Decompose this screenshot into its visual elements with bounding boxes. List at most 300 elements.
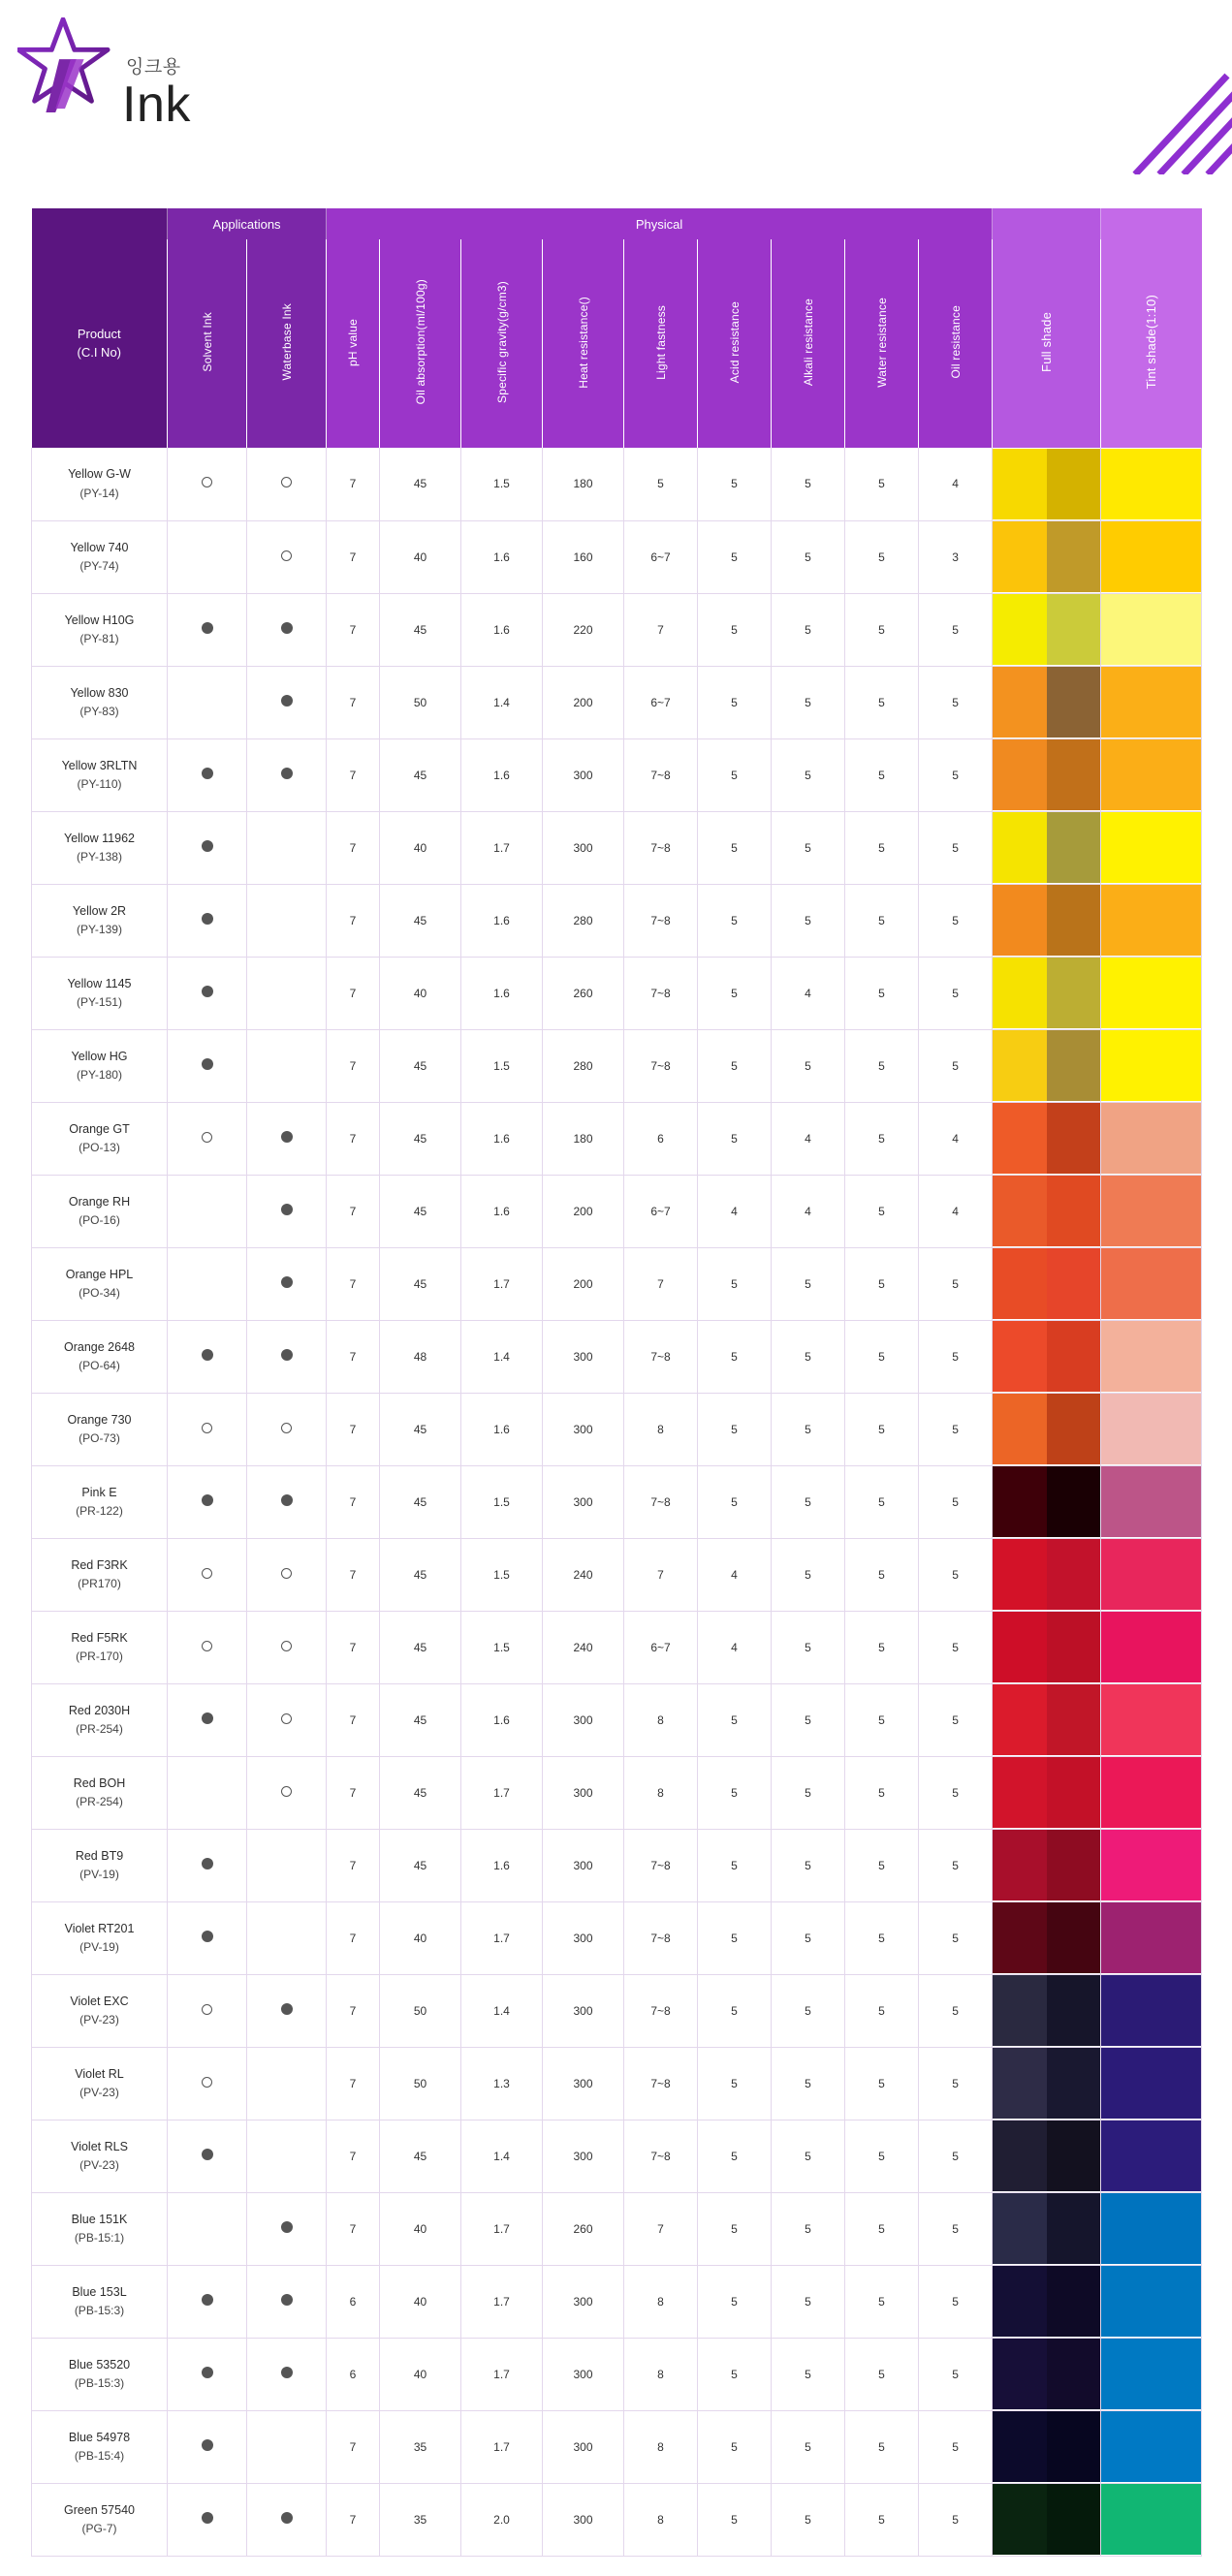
cell-acid-resistance: 4 [698,1175,772,1247]
table-row[interactable] [32,1102,1202,1175]
col-product-label: Product [77,326,121,341]
cell-waterbase-ink [247,884,327,957]
mark-filled [281,622,293,634]
cell-product-name [32,811,168,884]
full-shade-swatch [993,1757,1100,1828]
corner-stripes-decoration [1106,68,1232,174]
col-product-sublabel: (C.I No) [77,344,121,360]
cell-tint-shade-swatch [1101,1393,1202,1465]
table-row[interactable] [32,884,1202,957]
mark-open [202,1568,212,1579]
cell-heat-resistance: 200 [543,1247,624,1320]
tint-shade-swatch [1101,1030,1201,1101]
full-shade-swatch [993,449,1100,519]
cell-specific-gravity: 1.7 [461,2338,543,2410]
cell-alkali-resistance: 5 [772,738,845,811]
cell-full-shade-swatch [993,2483,1101,2556]
mark-open [202,477,212,487]
cell-light-fastness: 7~8 [624,1829,698,1901]
product-name: Pink E [81,1485,117,1499]
full-shade-swatch [993,1176,1100,1246]
cell-oil-absorption: 40 [380,2338,461,2410]
cell-acid-resistance: 5 [698,1901,772,1974]
full-shade-left [993,2193,1047,2264]
full-shade-swatch [993,1103,1100,1174]
cell-specific-gravity: 1.7 [461,2192,543,2265]
product-cino: (PV-23) [79,2157,119,2172]
cell-heat-resistance: 300 [543,1829,624,1901]
cell-specific-gravity: 1.4 [461,1320,543,1393]
cell-ph-value: 7 [327,1175,380,1247]
cell-ph-value: 7 [327,2120,380,2192]
cell-oil-resistance: 5 [919,1393,993,1465]
cell-oil-absorption: 45 [380,1538,461,1611]
full-shade-left [993,2339,1047,2409]
mark-filled [281,1204,293,1215]
full-shade-swatch [993,885,1100,956]
tint-shade-swatch [1101,1176,1201,1246]
cell-solvent-ink [168,1683,247,1756]
full-shade-left [993,739,1047,810]
cell-heat-resistance: 300 [543,1974,624,2047]
cell-tint-shade-swatch [1101,2265,1202,2338]
cell-waterbase-ink [247,593,327,666]
cell-oil-absorption: 45 [380,1465,461,1538]
cell-solvent-ink [168,2120,247,2192]
product-name: Yellow 3RLTN [61,758,138,772]
cell-product-name [32,593,168,666]
cell-acid-resistance: 5 [698,1683,772,1756]
cell-heat-resistance: 300 [543,1393,624,1465]
product-cino: (PG-7) [81,2521,117,2535]
table-row[interactable] [32,1538,1202,1611]
full-shade-right [1047,812,1101,883]
cell-oil-absorption: 45 [380,1756,461,1829]
cell-tint-shade-swatch [1101,1465,1202,1538]
cell-oil-resistance: 5 [919,1247,993,1320]
mark-filled [281,1131,293,1143]
cell-water-resistance: 5 [845,1611,919,1683]
full-shade-swatch [993,1612,1100,1682]
cell-light-fastness: 7~8 [624,2120,698,2192]
cell-specific-gravity: 1.6 [461,884,543,957]
full-shade-right [1047,1176,1101,1246]
cell-specific-gravity: 1.7 [461,2410,543,2483]
cell-tint-shade-swatch [1101,738,1202,811]
cell-waterbase-ink [247,1393,327,1465]
cell-acid-resistance: 5 [698,593,772,666]
tint-shade-swatch [1101,2339,1201,2409]
cell-acid-resistance: 5 [698,448,772,520]
product-cino: (PY-180) [77,1067,122,1082]
cell-light-fastness: 6 [624,1102,698,1175]
product-name: Yellow H10G [64,613,135,627]
cell-heat-resistance: 160 [543,520,624,593]
cell-oil-resistance: 5 [919,1611,993,1683]
cell-heat-resistance: 200 [543,1175,624,1247]
cell-ph-value: 7 [327,1829,380,1901]
full-shade-left [993,1394,1047,1464]
cell-ph-value: 7 [327,2047,380,2120]
cell-ph-value: 7 [327,593,380,666]
cell-water-resistance: 5 [845,1683,919,1756]
cell-tint-shade-swatch [1101,1974,1202,2047]
table-row[interactable] [32,1683,1202,1756]
cell-waterbase-ink [247,1974,327,2047]
cell-solvent-ink [168,2265,247,2338]
table-row[interactable] [32,2338,1202,2410]
cell-heat-resistance: 300 [543,1683,624,1756]
cell-light-fastness: 6~7 [624,520,698,593]
cell-ph-value: 7 [327,1102,380,1175]
cell-full-shade-swatch [993,884,1101,957]
cell-heat-resistance: 300 [543,1756,624,1829]
mark-filled [281,1349,293,1361]
product-cino: (PY-74) [79,558,119,573]
cell-acid-resistance: 5 [698,1974,772,2047]
cell-tint-shade-swatch [1101,811,1202,884]
cell-full-shade-swatch [993,1393,1101,1465]
cell-oil-resistance: 5 [919,1683,993,1756]
cell-full-shade-swatch [993,1175,1101,1247]
cell-water-resistance: 5 [845,738,919,811]
cell-solvent-ink [168,2483,247,2556]
cell-ph-value: 7 [327,1901,380,1974]
cell-acid-resistance: 5 [698,1320,772,1393]
product-name: Yellow HG [71,1049,128,1063]
cell-water-resistance: 5 [845,1175,919,1247]
full-shade-swatch [993,2120,1100,2191]
cell-heat-resistance: 300 [543,1901,624,1974]
table-row[interactable] [32,1320,1202,1393]
cell-heat-resistance: 300 [543,1320,624,1393]
cell-alkali-resistance: 4 [772,1175,845,1247]
mark-filled [281,2512,293,2524]
cell-product-name [32,1901,168,1974]
table-row[interactable] [32,593,1202,666]
product-name: Red 2030H [68,1703,131,1717]
cell-water-resistance: 5 [845,2265,919,2338]
table-row[interactable] [32,1029,1202,1102]
product-name: Blue 151K [71,2212,128,2226]
cell-solvent-ink [168,957,247,1029]
cell-ph-value: 7 [327,2410,380,2483]
tint-shade-swatch [1101,2120,1201,2191]
cell-heat-resistance: 240 [543,1538,624,1611]
cell-specific-gravity: 1.6 [461,1175,543,1247]
col-oil-absorption: Oil absorption(ml/100g) [380,239,461,448]
cell-waterbase-ink [247,1465,327,1538]
cell-alkali-resistance: 5 [772,1829,845,1901]
table-row[interactable] [32,666,1202,738]
table-body [32,448,1202,2556]
full-shade-right [1047,2193,1101,2264]
cell-specific-gravity: 1.4 [461,666,543,738]
full-shade-right [1047,739,1101,810]
table-row[interactable] [32,520,1202,593]
product-cino: (PO-73) [79,1430,120,1445]
cell-oil-resistance: 4 [919,1175,993,1247]
cell-water-resistance: 5 [845,1756,919,1829]
full-shade-swatch [993,1539,1100,1610]
cell-ph-value: 7 [327,1465,380,1538]
product-name: Yellow 1145 [67,976,132,990]
product-name: Green 57540 [64,2502,135,2517]
full-shade-right [1047,1757,1101,1828]
tint-shade-swatch [1101,1321,1201,1392]
cell-heat-resistance: 220 [543,593,624,666]
cell-acid-resistance: 5 [698,884,772,957]
full-shade-right [1047,958,1101,1028]
cell-oil-absorption: 40 [380,2192,461,2265]
product-cino: (PV-19) [79,1867,119,1881]
table-row[interactable] [32,2410,1202,2483]
full-shade-left [993,1103,1047,1174]
table-row[interactable] [32,738,1202,811]
full-shade-right [1047,2484,1101,2555]
cell-specific-gravity: 1.5 [461,1538,543,1611]
brand-logo-block [17,17,1232,132]
cell-waterbase-ink [247,1102,327,1175]
table-row[interactable] [32,448,1202,520]
cell-oil-resistance: 4 [919,1102,993,1175]
cell-water-resistance: 5 [845,1538,919,1611]
product-cino: (PV-19) [79,1939,119,1954]
product-name: Blue 54978 [68,2430,131,2444]
table-row[interactable] [32,2483,1202,2556]
col-tint-shade: Tint shade(1:10) [1101,239,1202,448]
cell-alkali-resistance: 5 [772,811,845,884]
product-name: Red F3RK [71,1557,128,1572]
cell-acid-resistance: 5 [698,1247,772,1320]
cell-waterbase-ink [247,1029,327,1102]
mark-filled [202,986,213,997]
full-shade-right [1047,449,1101,519]
cell-heat-resistance: 180 [543,1102,624,1175]
cell-oil-resistance: 5 [919,1465,993,1538]
cell-full-shade-swatch [993,448,1101,520]
mark-open [281,1641,292,1651]
cell-alkali-resistance: 5 [772,2192,845,2265]
table-row[interactable] [32,2192,1202,2265]
full-shade-right [1047,1902,1101,1973]
cell-product-name [32,2120,168,2192]
cell-light-fastness: 8 [624,2265,698,2338]
cell-specific-gravity: 1.6 [461,738,543,811]
cell-alkali-resistance: 5 [772,448,845,520]
cell-oil-resistance: 5 [919,1320,993,1393]
cell-tint-shade-swatch [1101,1611,1202,1683]
cell-oil-resistance: 5 [919,811,993,884]
product-name: Blue 53520 [68,2357,131,2372]
mark-filled [202,1712,213,1724]
product-name: Red BT9 [75,1848,124,1863]
full-shade-right [1047,1466,1101,1537]
cell-alkali-resistance: 5 [772,2120,845,2192]
table-row[interactable] [32,1175,1202,1247]
cell-alkali-resistance: 5 [772,2410,845,2483]
cell-water-resistance: 5 [845,1901,919,1974]
product-name: Yellow 2R [72,903,127,918]
table-row[interactable] [32,2265,1202,2338]
group-header-row [32,208,1202,239]
tint-shade-swatch [1101,1830,1201,1901]
cell-alkali-resistance: 5 [772,1029,845,1102]
col-heat-resistance: Heat resistance() [543,239,624,448]
cell-water-resistance: 5 [845,593,919,666]
mark-filled [202,2512,213,2524]
mark-filled [281,2367,293,2378]
cell-solvent-ink [168,2410,247,2483]
table-row[interactable] [32,1756,1202,1829]
cell-oil-absorption: 50 [380,666,461,738]
col-solvent-ink: Solvent Ink [168,239,247,448]
table-row[interactable] [32,1465,1202,1538]
cell-alkali-resistance: 5 [772,1538,845,1611]
full-shade-swatch [993,2484,1100,2555]
cell-specific-gravity: 1.5 [461,448,543,520]
tint-shade-swatch [1101,1103,1201,1174]
cell-water-resistance: 5 [845,448,919,520]
cell-ph-value: 6 [327,2338,380,2410]
cell-light-fastness: 8 [624,1683,698,1756]
cell-heat-resistance: 300 [543,2410,624,2483]
cell-specific-gravity: 1.6 [461,1102,543,1175]
product-cino: (PY-151) [77,994,122,1009]
cell-tint-shade-swatch [1101,1029,1202,1102]
cell-product-name [32,448,168,520]
cell-alkali-resistance: 5 [772,1320,845,1393]
cell-specific-gravity: 1.5 [461,1611,543,1683]
cell-oil-resistance: 5 [919,1538,993,1611]
tint-shade-swatch [1101,1612,1201,1682]
cell-product-name [32,1175,168,1247]
cell-acid-resistance: 5 [698,2265,772,2338]
cell-acid-resistance: 5 [698,666,772,738]
full-shade-swatch [993,1975,1100,2046]
table-row[interactable] [32,1247,1202,1320]
cell-heat-resistance: 280 [543,1029,624,1102]
cell-oil-absorption: 40 [380,811,461,884]
cell-oil-absorption: 45 [380,448,461,520]
table-row[interactable] [32,957,1202,1029]
cell-acid-resistance: 5 [698,957,772,1029]
product-cino: (PB-15:3) [74,2303,125,2317]
product-name: Orange 2648 [64,1339,135,1354]
cell-water-resistance: 5 [845,957,919,1029]
cell-oil-resistance: 5 [919,957,993,1029]
cell-specific-gravity: 1.7 [461,1756,543,1829]
cell-solvent-ink [168,593,247,666]
cell-full-shade-swatch [993,1029,1101,1102]
tint-shade-swatch [1101,1466,1201,1537]
col-specific-gravity: Specific gravity(g/cm3) [461,239,543,448]
cell-oil-absorption: 48 [380,1320,461,1393]
cell-light-fastness: 8 [624,2483,698,2556]
cell-product-name [32,1102,168,1175]
table-row[interactable] [32,2120,1202,2192]
col-product [32,239,168,448]
cell-waterbase-ink [247,2120,327,2192]
cell-tint-shade-swatch [1101,2410,1202,2483]
product-cino: (PO-34) [79,1285,120,1300]
mark-open [281,1713,292,1724]
cell-oil-absorption: 40 [380,2265,461,2338]
table-row[interactable] [32,1974,1202,2047]
cell-acid-resistance: 5 [698,811,772,884]
cell-alkali-resistance: 5 [772,666,845,738]
column-header-row [32,239,1202,448]
table-row[interactable] [32,811,1202,884]
full-shade-swatch [993,2048,1100,2119]
cell-tint-shade-swatch [1101,1538,1202,1611]
cell-solvent-ink [168,811,247,884]
tint-shade-swatch [1101,449,1201,519]
cell-heat-resistance: 260 [543,2192,624,2265]
mark-filled [281,2221,293,2233]
product-cino: (PB-15:1) [74,2230,125,2245]
cell-product-name [32,1247,168,1320]
cell-full-shade-swatch [993,1756,1101,1829]
cell-full-shade-swatch [993,2192,1101,2265]
cell-oil-resistance: 5 [919,2410,993,2483]
cell-waterbase-ink [247,811,327,884]
cell-light-fastness: 7~8 [624,1029,698,1102]
cell-alkali-resistance: 5 [772,884,845,957]
full-shade-left [993,885,1047,956]
table-row[interactable] [32,1393,1202,1465]
cell-light-fastness: 8 [624,1393,698,1465]
full-shade-right [1047,1321,1101,1392]
tint-shade-swatch [1101,667,1201,738]
table-row[interactable] [32,1901,1202,1974]
cell-acid-resistance: 5 [698,1393,772,1465]
cell-water-resistance: 5 [845,2338,919,2410]
ink-properties-table [31,208,1202,2557]
title-block [122,17,191,132]
cell-product-name [32,1974,168,2047]
product-cino: (PO-64) [79,1358,120,1372]
table-row[interactable] [32,1829,1202,1901]
cell-water-resistance: 5 [845,884,919,957]
col-alkali-resistance: Alkali resistance [772,239,845,448]
product-name: Yellow G-W [68,467,131,482]
tint-shade-swatch [1101,1757,1201,1828]
cell-specific-gravity: 1.7 [461,1901,543,1974]
cell-solvent-ink [168,2192,247,2265]
cell-tint-shade-swatch [1101,2120,1202,2192]
table-row[interactable] [32,2047,1202,2120]
cell-oil-absorption: 45 [380,1683,461,1756]
product-cino: (PY-110) [77,776,122,791]
cell-oil-absorption: 45 [380,1102,461,1175]
cell-specific-gravity: 1.4 [461,1974,543,2047]
cell-product-name [32,884,168,957]
cell-light-fastness: 6~7 [624,1611,698,1683]
cell-tint-shade-swatch [1101,448,1202,520]
cell-tint-shade-swatch [1101,957,1202,1029]
col-water-resistance: Water resistance [845,239,919,448]
table-row[interactable] [32,1611,1202,1683]
cell-specific-gravity: 1.6 [461,957,543,1029]
cell-light-fastness: 6~7 [624,1175,698,1247]
cell-heat-resistance: 260 [543,957,624,1029]
tint-shade-swatch [1101,1975,1201,2046]
cell-oil-absorption: 45 [380,1247,461,1320]
product-cino: (PR-254) [76,1794,123,1808]
cell-oil-resistance: 5 [919,884,993,957]
cell-solvent-ink [168,448,247,520]
